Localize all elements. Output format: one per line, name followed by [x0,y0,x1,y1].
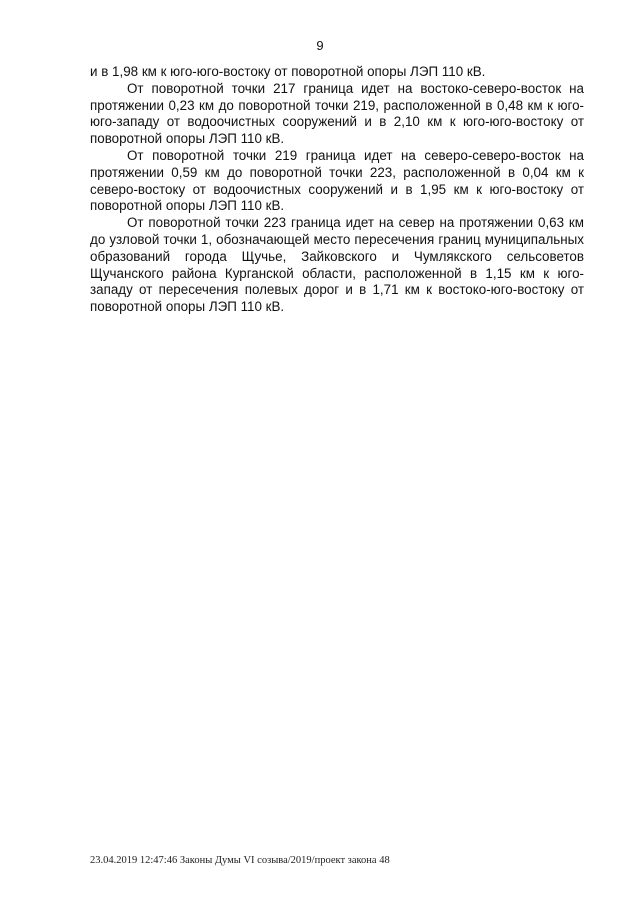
paragraph-point-223: От поворотной точки 223 граница идет на север на протяжении 0,63 км до узловой точки 1, обозначающей место пересечения границ муниципальных образований города Щучье, Зайковского и Чумлякского сельсоветов Щучанского района Курганской области, расположенной в 1,15 км к юго-западу от пересечения полевых дорог и в 1,71 км к востоко-юго-востоку от поворотной опоры ЛЭП 110 кВ. [90,215,584,315]
paragraph-point-219: От поворотной точки 219 граница идет на северо-северо-восток на протяжении 0,59 км до поворотной точки 223, расположенной в 0,04 км к северо-востоку от водоочистных сооружений и в 1,95 км к юго-востоку от поворотной опоры ЛЭП 110 кВ. [90,147,584,214]
footer-stamp: 23.04.2019 12:47:46 Законы Думы VI созыва/2019/проект закона 48 [90,855,390,866]
paragraph-continuation: и в 1,98 км к юго-юго-востоку от поворотной опоры ЛЭП 110 кВ. [90,64,486,79]
paragraph-point-217: От поворотной точки 217 граница идет на востоко-северо-восток на протяжении 0,23 км до поворотной точки 219, расположенной в 0,48 км к юго-юго-западу от водоочистных сооружений и в 2,10 км к юго-юго-востоку от поворотной опоры ЛЭП 110 кВ. [90,80,584,147]
page-number: 9 [316,38,324,53]
document-body [90,64,584,316]
